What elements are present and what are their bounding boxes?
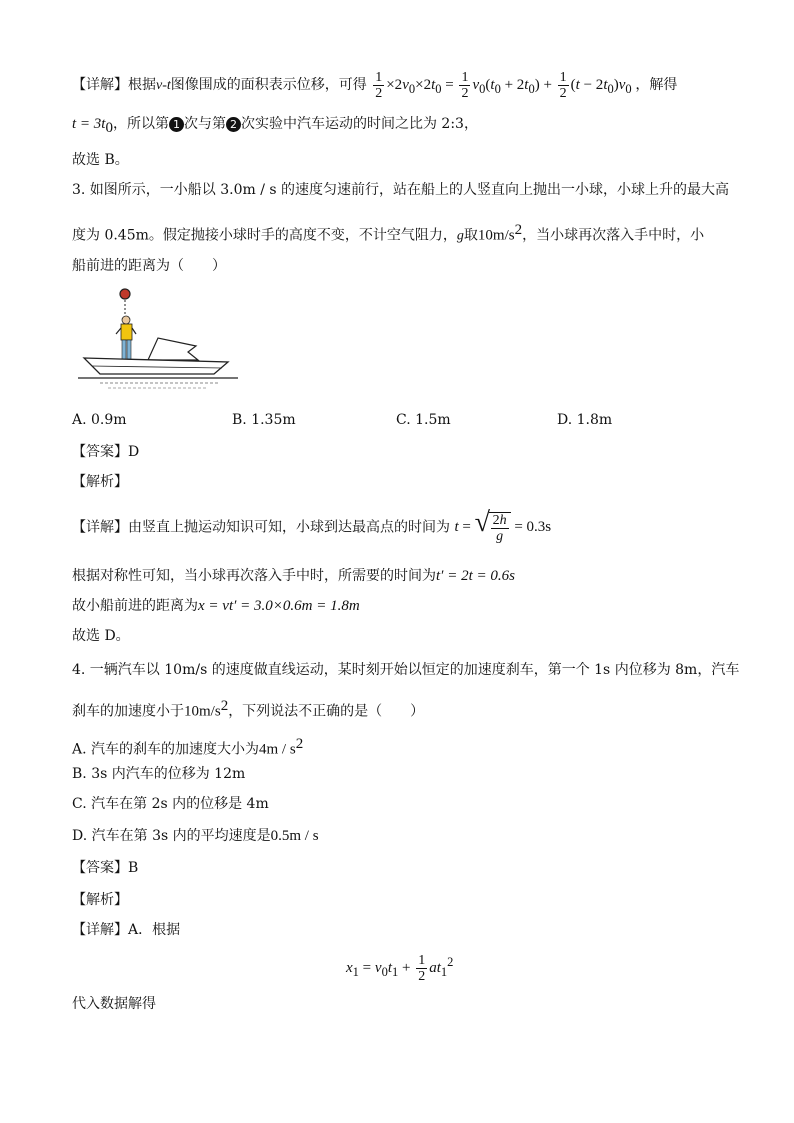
text: 图像围成的面积表示位移，可得 <box>170 76 367 93</box>
text: ，下列说法不正确的是（ ） <box>228 703 425 720</box>
q4-option-d[interactable] <box>72 826 319 846</box>
q4-last-line: 代入数据解得 <box>72 996 156 1012</box>
text: 【详解】根据 <box>72 76 156 93</box>
q4-detail-1: 【详解】A．根据 <box>72 922 181 938</box>
solution-line-2: $t = 3t_0$，所以第 1 次与第 2 次实验中汽车运动的时间之比为 2:3， <box>72 116 478 136</box>
acc-unit: 10m/s <box>477 227 515 244</box>
text: 【详解】由竖直上抛运动知识可知，小球到达最高点的时间为 <box>72 519 450 536</box>
time-total: t′ = 2t = 0.6s <box>436 568 515 584</box>
q3-answer: 【答案】D <box>72 444 140 460</box>
text: 刹车的加速度小于 <box>72 703 184 720</box>
q4-line-2: 刹车的加速度小于$10m/s^2$，下列说法不正确的是（ ） <box>72 698 425 720</box>
text: 根据对称性可知，当小球再次落入手中时，所需要的时间为 <box>72 568 436 584</box>
vt-label: v-t <box>156 77 171 93</box>
q3-detail-3 <box>72 596 360 616</box>
value: 0.5m / s <box>270 828 319 844</box>
boat-figure <box>78 286 238 396</box>
solution-line-3: 故选 B。 <box>72 152 129 168</box>
text: ，解得 <box>635 76 678 93</box>
displacement-equation: $x_1 = v_0t_1$ + $\frac{1}{2}$ $at_1^2$ <box>346 953 454 985</box>
person-icon <box>116 316 136 360</box>
text: ，当小球再次落入手中时，小 <box>522 227 705 244</box>
q3-line-1: 3. 如图所示，一小船以 3.0m / s 的速度匀速前行，站在船上的人竖直向上抛出一小球，小球上升的最大高 <box>72 182 730 198</box>
solution-line-1 <box>72 70 677 101</box>
q3-analysis-label: 【解析】 <box>72 474 128 490</box>
g-symbol: g <box>456 228 464 244</box>
q3-line-3: 船前进的距离为（ ） <box>72 258 226 274</box>
q4-option-a[interactable]: A. 汽车的刹车的加速度大小为$4m / s^2$ <box>72 736 304 758</box>
q4-option-b[interactable]: B. 3s 内汽车的位移为 12m <box>72 766 246 782</box>
q3-detail-2 <box>72 566 515 586</box>
time-equation: t = √ $\frac{2h}{g}$ = 0.3s <box>454 507 552 544</box>
acc-unit: 10m/s <box>184 703 221 720</box>
text: 故小船前进的距离为 <box>72 598 198 614</box>
q3-option-c[interactable]: C. 1.5m <box>396 412 451 428</box>
q3-option-b[interactable]: B. 1.35m <box>232 412 296 428</box>
q3-detail-4: 故选 D。 <box>72 628 130 644</box>
area-equation: $\frac{1}{2}$ $\times 2v_0\times 2t_0$ = $\frac{1}{2}$ $v_0(t_0 + 2t_0)$ + $\frac{1}{2}$ $(t - 2t_0)v_0$ <box>375 70 632 101</box>
text: 取 <box>463 227 478 244</box>
q4-option-c[interactable]: C. 汽车在第 2s 内的位移是 4m <box>72 796 269 812</box>
circled-number-2: 2 <box>226 117 241 132</box>
time-value: = 0.3s <box>514 519 552 536</box>
t-equation: t = 3t <box>72 116 106 132</box>
q4-answer: 【答案】B <box>72 860 139 876</box>
boat-icon <box>84 338 228 374</box>
value: 4m / s <box>259 741 296 758</box>
ball-icon <box>120 289 130 299</box>
text: ，所以第 <box>112 116 169 132</box>
text: 次与第 <box>183 116 226 132</box>
text: A. 汽车的刹车的加速度大小为 <box>72 741 260 758</box>
q3-line-2: 度为 0.45m。假定抛接小球时手的高度不变，不计空气阻力，g取$10m/s^2$，当小球再次落入手中时，小 <box>72 222 705 244</box>
q3-option-a[interactable]: A. 0.9m <box>72 412 127 428</box>
distance-equation: x = vt′ = 3.0×0.6m = 1.8m <box>198 598 360 614</box>
q4-analysis-label: 【解析】 <box>72 892 128 908</box>
text: 度为 0.45m。假定抛接小球时手的高度不变，不计空气阻力， <box>72 227 457 244</box>
q3-option-d[interactable]: D. 1.8m <box>557 412 613 428</box>
q4-line-1: 4. 一辆汽车以 10m/s 的速度做直线运动，某时刻开始以恒定的加速度刹车，第一个 1s 内位移为 8m，汽车 <box>72 662 740 678</box>
q3-detail-1 <box>72 507 552 544</box>
text: 次实验中汽车运动的时间之比为 2:3， <box>240 116 478 132</box>
circled-number-1: 1 <box>169 117 184 132</box>
text: D. 汽车在第 3s 内的平均速度是 <box>72 828 271 844</box>
